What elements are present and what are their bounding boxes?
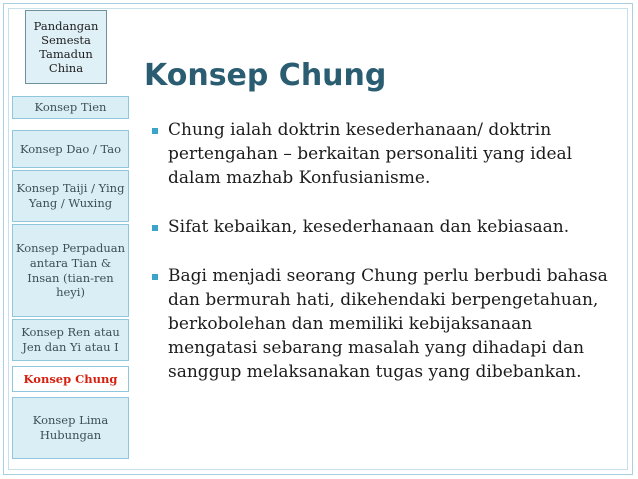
nav-item-konsep-dao[interactable] <box>12 130 129 168</box>
bullet-text: Sifat kebaikan, kesederhanaan dan kebiasaan. <box>168 217 570 237</box>
sidebar-title <box>25 10 107 84</box>
nav-item-konsep-ren[interactable] <box>12 319 129 361</box>
nav-item-label: Konsep Ren atau Jen dan Yi atau I <box>21 325 120 354</box>
square-bullet-icon <box>152 128 158 134</box>
bullet-item <box>152 118 622 190</box>
nav-item-konsep-perpaduan[interactable] <box>12 224 129 317</box>
nav-item-label: Konsep Lima Hubungan <box>32 413 109 442</box>
nav-item-konsep-taiji[interactable] <box>12 170 129 222</box>
sidebar-title-text: Pandangan Semesta Tamadun China <box>33 19 99 75</box>
square-bullet-icon <box>152 225 158 231</box>
nav-item-label: Konsep Perpaduan antara Tian & Insan (tian-ren heyi) <box>15 241 126 300</box>
bullet-item <box>152 215 622 239</box>
square-bullet-icon <box>152 274 158 280</box>
bullet-text: Bagi menjadi seorang Chung perlu berbudi bahasa dan bermurah hati, dikehendaki berpengetahuan, berkobolehan dan memiliki kebijaksanaan mengatasi sebarang masalah yang dihadapi dan sanggup melaksanakan tugas yang dibebankan. <box>168 266 608 382</box>
nav-item-konsep-lima-hubungan[interactable] <box>12 397 129 459</box>
bullet-text: Chung ialah doktrin kesederhanaan/ doktrin pertengahan – berkaitan personaliti yang ideal dalam mazhab Konfusianisme. <box>168 120 573 188</box>
nav-item-label: Konsep Chung <box>23 371 118 386</box>
slide-title: Konsep Chung <box>144 58 387 93</box>
bullet-item <box>152 264 622 384</box>
nav-item-label: Konsep Tien <box>34 100 107 115</box>
nav-item-konsep-chung[interactable] <box>12 366 129 392</box>
nav-item-konsep-tien[interactable] <box>12 96 129 119</box>
nav-item-label: Konsep Taiji / Ying Yang / Wuxing <box>16 181 125 210</box>
nav-item-label: Konsep Dao / Tao <box>19 141 122 156</box>
bullet-list <box>152 118 622 384</box>
